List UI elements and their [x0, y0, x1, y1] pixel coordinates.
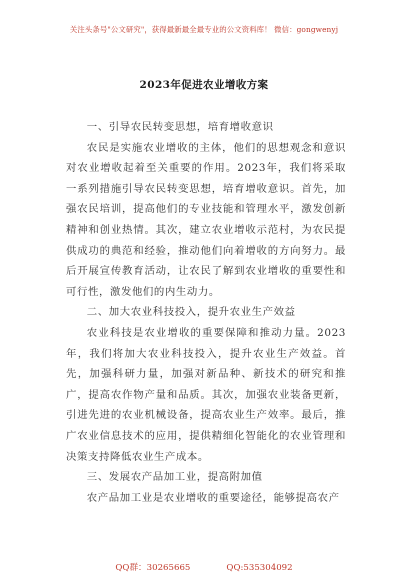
section-3-paragraph: 农产品加工业是农业增收的重要途径，能够提高农产 [86, 491, 340, 504]
footer-contact [0, 561, 408, 573]
footer-qq-number: QQ:535304092 [226, 563, 293, 573]
document-body [66, 117, 346, 508]
section-heading-1: 一、引导农民转变思想，培育增收意识 [86, 121, 274, 133]
document-title: 2023年促进农业增收方案 [139, 79, 269, 91]
header-banner: 关注头条号"公文研究"，获得最新最全最专业的公文资料库！ 微信：gongwenyj [69, 25, 339, 34]
section-2-paragraph: 农业科技是农业增收的重要保障和推动力量。2023年，我们将加大农业科技投入，提升农业生产效益。首先，加强科研力量，加强对新品种、新技术的研究和推广，提高农作物产量和品质。其次，加强农业装备更新，引进先进的农业机械设备，提高农业生产效率。最后，推广农业信息技术的应用，提供精细化智能化的农业管理和决策支持降低农业生产成本。 [66, 326, 346, 463]
footer-qq-group: QQ群：30265665 [115, 563, 191, 573]
section-1-paragraph: 农民是实施农业增收的主体，他们的思想观念和意识对农业增收起着至关重要的作用。2023年，我们将采取一系列措施引导农民转变思想，培育增收意识。首先，加强农民培训，提高他们的专业技能和管理水平，激发创新精神和创业热情。其次，建立农业增收示范村，为农民提供成功的典范和经验，推动他们向着增收的方向努力。最后开展宣传教育活动，让农民了解到农业增收的重要性和可行性，激发他们的内生动力。 [66, 141, 346, 298]
section-heading-3: 三、发展农产品加工业，提高附加值 [86, 471, 263, 484]
section-heading-2: 二、加大农业科技投入，提升农业生产效益 [86, 306, 296, 319]
